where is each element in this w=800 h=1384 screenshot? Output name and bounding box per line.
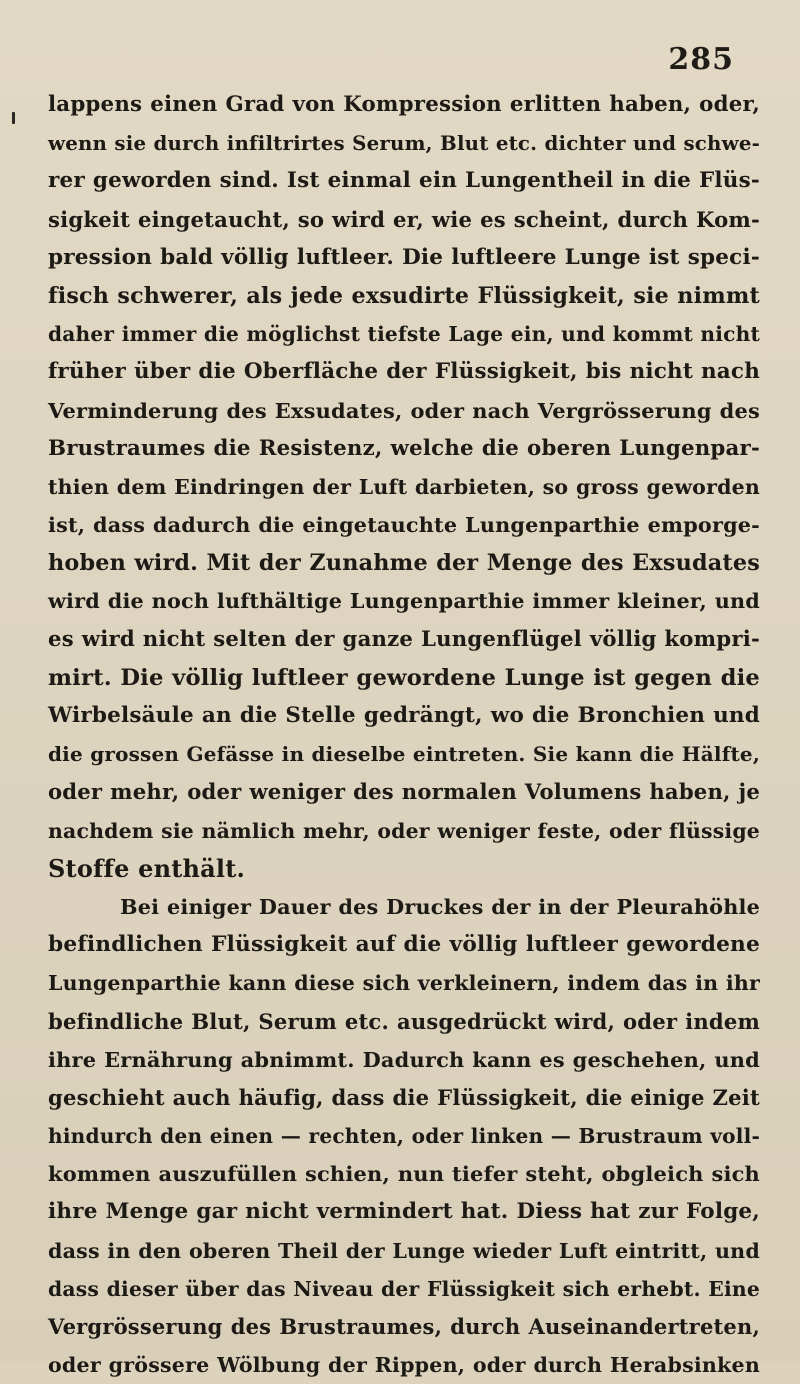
text-line: es wird nicht selten der ganze Lungenflügel völlig kompri- (48, 626, 760, 652)
text-line: pression bald völlig luftleer. Die luftleere Lunge ist speci- (48, 244, 760, 270)
text-line: daher immer die möglichst tiefste Lage ein, und kommt nicht (48, 322, 760, 347)
text-line: ist, dass dadurch die eingetauchte Lungenparthie emporge- (48, 513, 760, 538)
text-line: wird die noch lufthältige Lungenparthie immer kleiner, und (48, 589, 760, 614)
text-line: Brustraumes die Resistenz, welche die oberen Lungenpar- (48, 435, 760, 461)
text-line: Vergrösserung des Brustraumes, durch Auseinandertreten, (48, 1314, 760, 1339)
text-line: mirt. Die völlig luftleer gewordene Lunge ist gegen die (48, 664, 760, 691)
paragraph-end-line: Stoffe enthält. (48, 853, 246, 883)
paragraph-start-line: Bei einiger Dauer des Druckes der in der Pleurahöhle (120, 893, 760, 919)
text-line: ihre Menge gar nicht vermindert hat. Diess hat zur Folge, (48, 1199, 760, 1225)
text-line: Wirbelsäule an die Stelle gedrängt, wo die Bronchien und (48, 703, 760, 728)
text-line: dass dieser über das Niveau der Flüssigkeit sich erhebt. Eine (48, 1276, 760, 1301)
text-line: ihre Ernährung abnimmt. Dadurch kann es geschehen, und (48, 1046, 760, 1072)
text-line: oder grössere Wölbung der Rippen, oder durch Herabsinken (48, 1353, 760, 1378)
text-line: dass in den oberen Theil der Lunge wieder Luft eintritt, und (48, 1238, 760, 1263)
text-line: hoben wird. Mit der Zunahme der Menge des Exsudates (48, 550, 760, 577)
page-number: 285 (668, 42, 734, 77)
text-line: befindliche Blut, Serum etc. ausgedrückt wird, oder indem (48, 1008, 760, 1034)
text-line: wenn sie durch infiltrirtes Serum, Blut etc. dichter und schwe- (48, 131, 760, 156)
text-line: geschieht auch häufig, dass die Flüssigkeit, die einige Zeit (48, 1084, 760, 1110)
text-line: früher über die Oberfläche der Flüssigkeit, bis nicht nach (48, 359, 760, 385)
text-line: nachdem sie nämlich mehr, oder weniger feste, oder flüssige (48, 818, 760, 843)
text-line: Lungenparthie kann diese sich verkleinern, indem das in ihr (48, 971, 760, 996)
text-line: befindlichen Flüssigkeit auf die völlig luftleer gewordene (48, 932, 760, 958)
margin-mark (12, 112, 15, 124)
text-line: fisch schwerer, als jede exsudirte Flüssigkeit, sie nimmt (48, 282, 760, 309)
text-line: hindurch den einen — rechten, oder linken — Brustraum voll- (48, 1124, 760, 1149)
text-line: oder mehr, oder weniger des normalen Volumens haben, je (48, 779, 760, 805)
text-line: Verminderung des Exsudates, oder nach Vergrösserung des (48, 397, 760, 423)
text-line: kommen auszufüllen schien, nun tiefer steht, obgleich sich (48, 1161, 760, 1187)
body-text (48, 86, 760, 1384)
text-line: sigkeit eingetaucht, so wird er, wie es scheint, durch Kom- (48, 206, 760, 232)
text-line: lappens einen Grad von Kompression erlitten haben, oder, (48, 92, 760, 117)
text-line: die grossen Gefässe in dieselbe eintreten. Sie kann die Hälfte, (48, 742, 760, 767)
text-line: thien dem Eindringen der Luft darbieten, so gross geworden (48, 474, 760, 499)
text-line: rer geworden sind. Ist einmal ein Lungentheil in die Flüs- (48, 168, 760, 194)
